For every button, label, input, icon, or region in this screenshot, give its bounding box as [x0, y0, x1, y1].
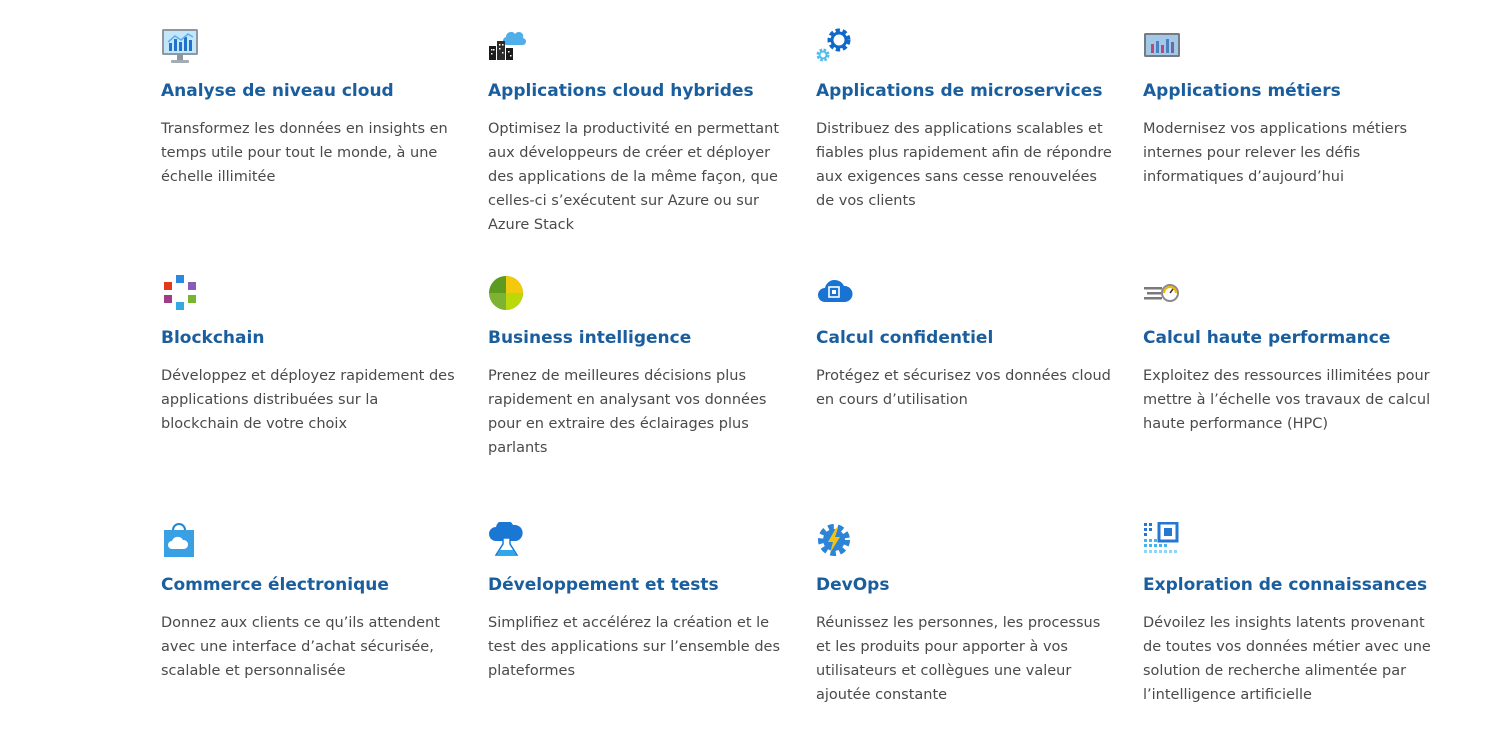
card-description: Transformez les données en insights en temps utile pour tout le monde, à une échelle illimitée [161, 121, 448, 185]
card-title[interactable]: DevOps [816, 575, 890, 595]
card-title[interactable]: Commerce électronique [161, 575, 389, 595]
card-title[interactable]: Calcul confidentiel [816, 328, 994, 348]
speed-gauge-icon [1143, 275, 1181, 311]
business-chart-icon [1143, 28, 1181, 64]
card-title[interactable]: Calcul haute performance [1143, 328, 1391, 348]
card-title[interactable]: Développement et tests [488, 575, 719, 595]
card-description: Dévoilez les insights latents provenant de toutes vos données métier avec une solution de recherche alimentée par l’intelligence artificielle [1143, 615, 1431, 703]
analytics-monitor-icon [161, 28, 199, 64]
card-title[interactable]: Exploration de connaissances [1143, 575, 1428, 595]
pie-chart-icon [488, 275, 526, 311]
cloud-flask-icon [488, 522, 526, 558]
card-title[interactable]: Applications de microservices [816, 81, 1103, 101]
card-description: Protégez et sécurisez vos données cloud en cours d’utilisation [816, 368, 1111, 408]
card-title[interactable]: Applications cloud hybrides [488, 81, 754, 101]
card-description: Exploitez des ressources illimitées pour mettre à l’échelle vos travaux de calcul haute performance (HPC) [1143, 368, 1431, 432]
devops-gear-bolt-icon [816, 522, 854, 558]
shopping-bag-icon [161, 522, 199, 558]
blockchain-cubes-icon [161, 275, 199, 311]
card-description: Développez et déployez rapidement des applications distribuées sur la blockchain de votre choix [161, 368, 455, 432]
card-description: Modernisez vos applications métiers internes pour relever les défis informatiques d’aujourd’hui [1143, 121, 1408, 185]
hybrid-city-cloud-icon [488, 28, 526, 64]
knowledge-mining-icon [1143, 522, 1181, 558]
card-description: Optimisez la productivité en permettant aux développeurs de créer et déployer des applications de la même façon, que celles-ci s’exécutent sur Azure ou sur Azure Stack [488, 121, 780, 233]
card-title[interactable]: Blockchain [161, 328, 265, 348]
card-title[interactable]: Business intelligence [488, 328, 692, 348]
card-description: Prenez de meilleures décisions plus rapidement en analysant vos données pour en extraire des éclairages plus parlants [488, 368, 767, 456]
card-description: Donnez aux clients ce qu’ils attendent avec une interface d’achat sécurisée, scalable et personnalisée [161, 615, 440, 679]
card-title[interactable]: Analyse de niveau cloud [161, 81, 394, 101]
cloud-chip-icon [816, 275, 854, 311]
gears-icon [816, 28, 854, 64]
card-description: Réunissez les personnes, les processus et les produits pour apporter à vos utilisateurs et collègues une valeur ajoutée constante [816, 615, 1101, 703]
card-description: Simplifiez et accélérez la création et le test des applications sur l’ensemble des plateformes [488, 615, 780, 679]
card-description: Distribuez des applications scalables et fiables plus rapidement afin de répondre aux exigences sans cesse renouvelées de vos clients [816, 121, 1112, 209]
card-title[interactable]: Applications métiers [1143, 81, 1341, 101]
